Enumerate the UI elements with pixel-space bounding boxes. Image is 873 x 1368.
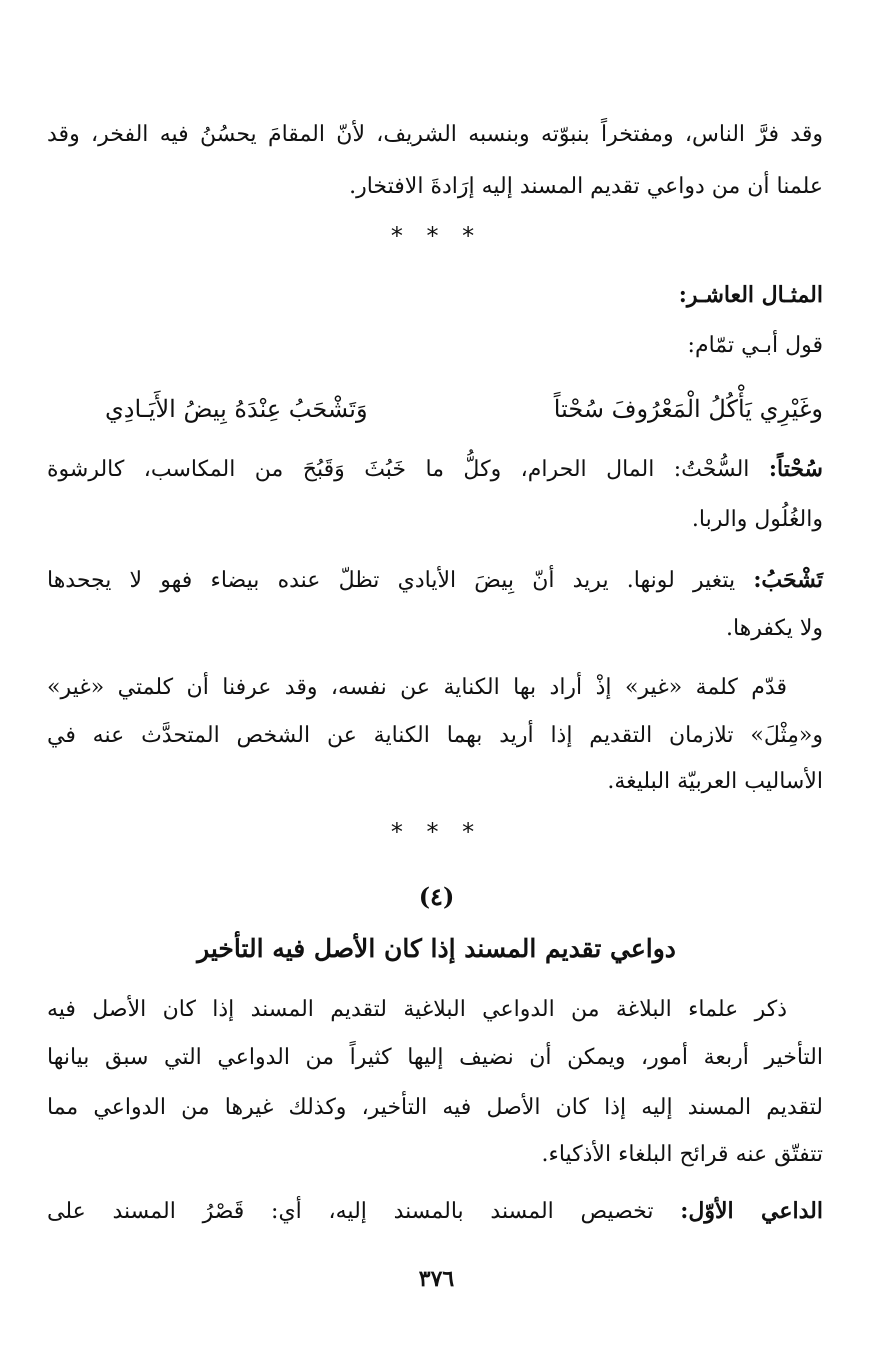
poet-intro: قول أبـي تمّام: — [687, 333, 823, 358]
verse-second-hemistich: وَتَشْحَبُ عِنْدَهُ بِيضُ الأَيَـادِي — [105, 395, 368, 423]
gloss-1-term: سُحْتاً: — [768, 456, 823, 482]
example-heading: المثـال العاشـر: — [678, 282, 823, 308]
section-separator: * * * — [390, 222, 483, 250]
gloss-2-text: يتغير لونها. يريد أنّ بِيضَ الأيادي تظلّ عنده بيضاء فهو لا يجحدها — [47, 568, 736, 593]
paragraph-4-line-1 — [47, 1194, 823, 1229]
paragraph-4-term: الداعي الأوّل: — [680, 1198, 823, 1224]
section-title: دواعي تقديم المسند إذا كان الأصل فيه التأخير — [197, 934, 676, 963]
gloss-2-term: تَشْحَبُ: — [753, 567, 823, 593]
page-number: ٣٧٦ — [418, 1266, 455, 1292]
paragraph-1-line-2: علمنا أن من دواعي تقديم المسند إليه إرَادةَ الافتخار. — [349, 174, 823, 199]
gloss-1-line-2: والغُلُول والربا. — [691, 507, 823, 532]
gloss-2-line-1 — [47, 563, 823, 598]
paragraph-1-line-1: وقد فرَّ الناس، ومفتخراً بنبوّته وبنسبه الشريف، لأنّ المقامَ يحسُنُ فيه الفخر، وقد — [47, 122, 823, 147]
paragraph-3-line-4: تتفتّق عنه قرائح البلغاء الأذكياء. — [541, 1142, 823, 1167]
poem-verse — [47, 392, 823, 426]
section-number: (٤) — [418, 882, 455, 911]
paragraph-2-line-3: الأساليب العربيّة البليغة. — [607, 769, 823, 794]
verse-first-hemistich: وغَيْرِي يَأْكُلُ الْمَعْرُوفَ سُحْتاً — [553, 395, 823, 423]
paragraph-2-line-1: قدّم كلمة «غير» إذْ أراد بها الكناية عن نفسه، وقد عرفنا أن كلمتي «غير» — [47, 675, 787, 700]
gloss-1-line-1 — [47, 452, 823, 487]
gloss-1-text: السُّحْتُ: المال الحرام، وكلُّ ما خَبُثَ وَقَبُحَ من المكاسب، كالرشوة — [47, 457, 750, 482]
section-separator: * * * — [390, 818, 483, 846]
paragraph-4-text: تخصيص المسند بالمسند إليه، أي: قَصْرُ المسند على — [47, 1199, 654, 1224]
paragraph-3-line-1: ذكر علماء البلاغة من الدواعي البلاغية لتقديم المسند إذا كان الأصل فيه — [47, 997, 787, 1022]
paragraph-3-line-2: التأخير أربعة أمور، ويمكن أن نضيف إليها كثيراً من الدواعي التي سبق بيانها — [47, 1045, 823, 1070]
paragraph-2-line-2: و«مِثْلَ» تلازمان التقديم إذا أريد بهما الكناية عن الشخص المتحدَّث عنه في — [47, 723, 823, 748]
paragraph-3-line-3: لتقديم المسند إليه إذا كان الأصل فيه التأخير، وكذلك غيرها من الدواعي مما — [47, 1095, 823, 1120]
gloss-2-line-2: ولا يكفرها. — [725, 616, 823, 641]
